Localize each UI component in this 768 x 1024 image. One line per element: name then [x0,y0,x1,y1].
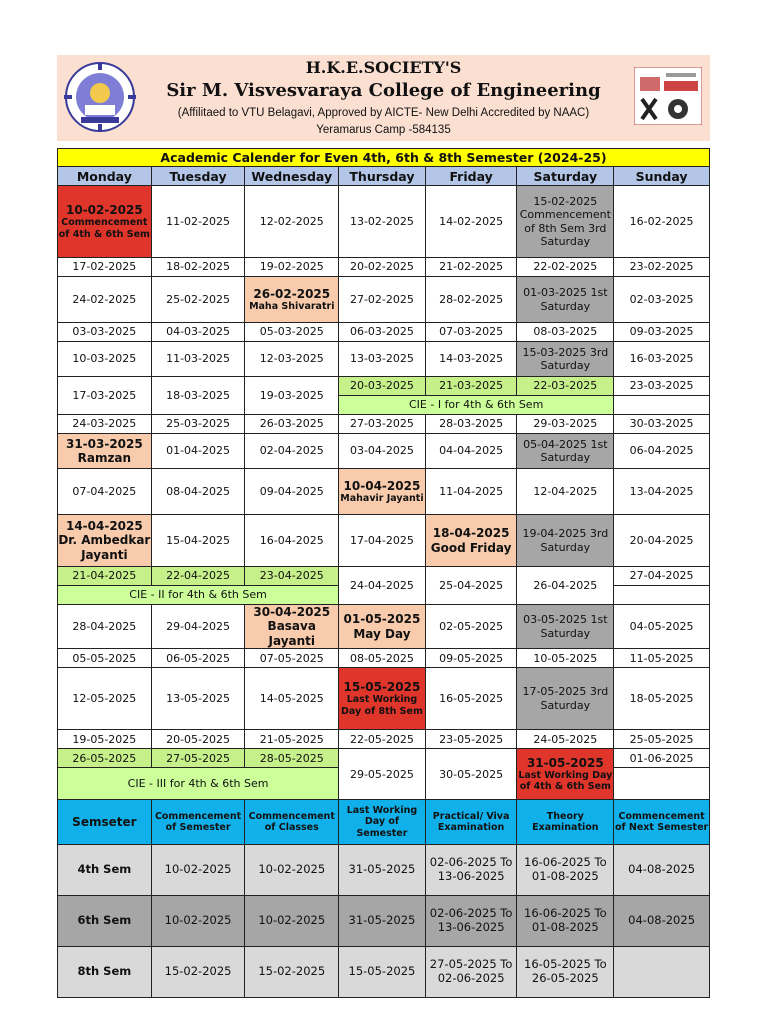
date-cell: 20-04-2025 [614,515,710,567]
date-cell: 25-04-2025 [425,567,517,605]
date-cell: 19-03-2025 [245,377,339,415]
day-header-monday: Monday [58,167,152,186]
date-cell-holiday [425,515,517,567]
date-cell-special [339,668,426,730]
date-cell-cie: 23-04-2025 [245,567,339,586]
date-cell: 16-03-2025 [614,342,710,377]
date-cell: 18-05-2025 [614,668,710,730]
date-cell: 13-03-2025 [339,342,426,377]
society-logo-icon [634,67,702,125]
date-cell: 24-03-2025 [58,415,152,434]
date-cell-cie: 20-03-2025 [339,377,426,396]
society-name: H.K.E.SOCIETY'S [305,58,462,77]
date-text: 15-05-2025 [343,680,421,695]
day-header-wednesday: Wednesday [245,167,339,186]
date-cell: 14-05-2025 [245,668,339,730]
date-cell: 06-03-2025 [339,323,426,342]
date-cell-saturday: 19-04-2025 3rd Saturday [517,515,614,567]
date-cell: 16-02-2025 [614,186,710,258]
date-cell: 02-03-2025 [614,277,710,323]
address-text: Yeramarus Camp -584135 [316,124,451,136]
date-cell: 12-02-2025 [245,186,339,258]
summary-cell: 15-05-2025 [339,947,426,998]
date-text: 31-05-2025 [526,755,604,770]
date-cell: 20-05-2025 [151,730,245,749]
summary-cell: 02-06-2025 To 13-06-2025 [425,845,517,896]
cie-2-label: CIE - II for 4th & 6th Sem [58,586,339,605]
day-header-saturday: Saturday [517,167,614,186]
date-cell: 11-03-2025 [151,342,245,377]
date-cell: 27-03-2025 [339,415,426,434]
date-cell: 17-02-2025 [58,258,152,277]
date-cell: 13-02-2025 [339,186,426,258]
date-cell: 05-03-2025 [245,323,339,342]
empty-cell [614,768,710,800]
date-cell: 18-03-2025 [151,377,245,415]
date-cell: 04-04-2025 [425,434,517,469]
date-cell: 14-02-2025 [425,186,517,258]
date-cell: 06-05-2025 [151,649,245,668]
summary-header-last-working-day: Last Working Day of Semester [339,800,426,845]
date-text: 31-03-2025 [65,436,143,451]
date-text: 26-02-2025 [253,286,331,301]
date-cell: 24-02-2025 [58,277,152,323]
summary-cell: 15-02-2025 [151,947,245,998]
date-cell: 25-05-2025 [614,730,710,749]
date-cell: 06-04-2025 [614,434,710,469]
date-cell-cie: 21-04-2025 [58,567,152,586]
date-cell: 01-04-2025 [151,434,245,469]
date-cell-holiday [339,605,426,649]
date-cell-saturday: 01-03-2025 1st Saturday [517,277,614,323]
summary-semester-name: 4th Sem [58,845,152,896]
date-cell: 29-03-2025 [517,415,614,434]
date-cell-holiday [58,515,152,567]
holiday-label: Basava Jayanti [267,619,316,648]
date-cell: 07-05-2025 [245,649,339,668]
date-cell: 04-03-2025 [151,323,245,342]
empty-cell [614,396,710,415]
date-cell: 02-04-2025 [245,434,339,469]
cie-1-label: CIE - I for 4th & 6th Sem [339,396,614,415]
date-cell: 14-03-2025 [425,342,517,377]
summary-cell: 04-08-2025 [614,845,710,896]
date-cell: 03-04-2025 [339,434,426,469]
date-cell-saturday: 17-05-2025 3rd Saturday [517,668,614,730]
date-cell-holiday [245,277,339,323]
event-label: Last Working Day of 4th & 6th Sem [518,769,613,793]
date-cell: 18-02-2025 [151,258,245,277]
date-cell: 25-03-2025 [151,415,245,434]
event-label: Last Working Day of 8th Sem [340,694,423,717]
date-cell: 16-05-2025 [425,668,517,730]
date-cell: 29-05-2025 [339,749,426,800]
date-cell: 12-05-2025 [58,668,152,730]
summary-cell: 31-05-2025 [339,896,426,947]
date-cell-holiday [245,605,339,649]
summary-semester-name: 8th Sem [58,947,152,998]
summary-header-commencement-semester: Commencement of Semester [151,800,245,845]
date-cell: 10-05-2025 [517,649,614,668]
date-cell-saturday: 15-03-2025 3rd Saturday [517,342,614,377]
date-cell: 13-05-2025 [151,668,245,730]
date-cell-saturday: 15-02-2025 Commencement of 8th Sem 3rd Saturday [517,186,614,258]
calendar-title: Academic Calender for Even 4th, 6th & 8th Semester (2024-25) [58,149,710,167]
date-cell: 22-02-2025 [517,258,614,277]
date-cell: 24-04-2025 [339,567,426,605]
summary-cell: 31-05-2025 [339,845,426,896]
date-cell: 12-03-2025 [245,342,339,377]
date-cell: 15-04-2025 [151,515,245,567]
date-cell: 12-04-2025 [517,469,614,515]
date-cell: 11-04-2025 [425,469,517,515]
holiday-label: Good Friday [430,540,512,555]
date-cell: 16-04-2025 [245,515,339,567]
date-cell: 03-03-2025 [58,323,152,342]
date-cell: 08-05-2025 [339,649,426,668]
date-cell: 30-03-2025 [614,415,710,434]
college-name: Sir M. Visvesvaraya College of Engineering [166,80,601,101]
date-cell: 11-05-2025 [614,649,710,668]
affiliation-text: (Affilitaed to VTU Belagavi, Approved by AICTE- New Delhi Accredited by NAAC) [177,107,590,119]
summary-cell: 16-06-2025 To 01-08-2025 [517,896,614,947]
summary-cell: 15-02-2025 [245,947,339,998]
summary-cell: 27-05-2025 To 02-06-2025 [425,947,517,998]
date-cell: 09-05-2025 [425,649,517,668]
date-cell: 24-05-2025 [517,730,614,749]
date-text: 14-04-2025 [65,518,143,533]
holiday-label: Dr. Ambedkar Jayanti [58,533,151,562]
date-cell: 01-06-2025 [614,749,710,768]
holiday-label: Ramzan [77,451,132,465]
event-label: Commencement of 4th & 6th Sem [58,217,150,240]
date-cell: 22-05-2025 [339,730,426,749]
date-cell: 23-03-2025 [614,377,710,396]
date-cell-cie: 21-03-2025 [425,377,517,396]
date-cell: 08-04-2025 [151,469,245,515]
summary-cell: 10-02-2025 [245,896,339,947]
date-cell: 02-05-2025 [425,605,517,649]
date-cell: 26-03-2025 [245,415,339,434]
day-header-sunday: Sunday [614,167,710,186]
date-cell-saturday: 03-05-2025 1st Saturday [517,605,614,649]
summary-cell: 16-06-2025 To 01-08-2025 [517,845,614,896]
date-cell-cie: 22-04-2025 [151,567,245,586]
holiday-label: May Day [353,626,411,641]
summary-header-commencement-classes: Commencement of Classes [245,800,339,845]
date-cell: 05-05-2025 [58,649,152,668]
summary-cell: 10-02-2025 [151,896,245,947]
academic-calendar-table [57,148,710,998]
date-cell-special [517,749,614,800]
date-cell: 09-03-2025 [614,323,710,342]
date-cell: 27-04-2025 [614,567,710,586]
date-cell: 23-02-2025 [614,258,710,277]
date-cell: 17-04-2025 [339,515,426,567]
empty-cell [614,586,710,605]
holiday-label: Mahavir Jayanti [340,493,424,504]
date-cell: 28-03-2025 [425,415,517,434]
date-cell-saturday: 05-04-2025 1st Saturday [517,434,614,469]
summary-semester-name: 6th Sem [58,896,152,947]
date-cell: 04-05-2025 [614,605,710,649]
summary-header-next-semester: Commencement of Next Semester [614,800,710,845]
date-text: 10-04-2025 [343,478,421,493]
day-header-friday: Friday [425,167,517,186]
date-cell: 27-02-2025 [339,277,426,323]
date-cell: 17-03-2025 [58,377,152,415]
summary-header-theory: Theory Examination [517,800,614,845]
summary-cell: 10-02-2025 [151,845,245,896]
date-cell-cie: 26-05-2025 [58,749,152,768]
day-header-tuesday: Tuesday [151,167,245,186]
holiday-label: Maha Shivaratri [249,301,335,312]
summary-cell [614,947,710,998]
date-cell: 26-04-2025 [517,567,614,605]
date-cell-cie: 27-05-2025 [151,749,245,768]
cie-3-label: CIE - III for 4th & 6th Sem [58,768,339,800]
date-text: 30-04-2025 [253,605,331,619]
date-cell: 19-05-2025 [58,730,152,749]
date-text: 01-05-2025 [343,612,421,627]
date-cell-cie: 28-05-2025 [245,749,339,768]
date-cell: 28-02-2025 [425,277,517,323]
summary-cell: 10-02-2025 [245,845,339,896]
date-cell: 08-03-2025 [517,323,614,342]
summary-cell: 16-05-2025 To 26-05-2025 [517,947,614,998]
date-cell: 07-03-2025 [425,323,517,342]
date-cell: 23-05-2025 [425,730,517,749]
date-cell: 09-04-2025 [245,469,339,515]
date-text: 18-04-2025 [432,526,510,541]
date-cell: 07-04-2025 [58,469,152,515]
date-cell: 29-04-2025 [151,605,245,649]
date-cell: 30-05-2025 [425,749,517,800]
summary-header-practical-viva: Practical/ Viva Examination [425,800,517,845]
date-cell-holiday [339,469,426,515]
date-cell-holiday [58,434,152,469]
date-cell: 11-02-2025 [151,186,245,258]
date-cell: 13-04-2025 [614,469,710,515]
summary-cell: 04-08-2025 [614,896,710,947]
date-cell: 10-03-2025 [58,342,152,377]
date-cell: 20-02-2025 [339,258,426,277]
date-cell-special [58,186,152,258]
summary-cell: 02-06-2025 To 13-06-2025 [425,896,517,947]
date-cell: 21-05-2025 [245,730,339,749]
day-header-thursday: Thursday [339,167,426,186]
date-cell: 19-02-2025 [245,258,339,277]
college-header [57,55,710,141]
date-cell-cie: 22-03-2025 [517,377,614,396]
date-cell: 21-02-2025 [425,258,517,277]
summary-header-semester: Semseter [58,800,152,845]
date-cell: 25-02-2025 [151,277,245,323]
date-text: 10-02-2025 [65,202,143,217]
date-cell: 28-04-2025 [58,605,152,649]
